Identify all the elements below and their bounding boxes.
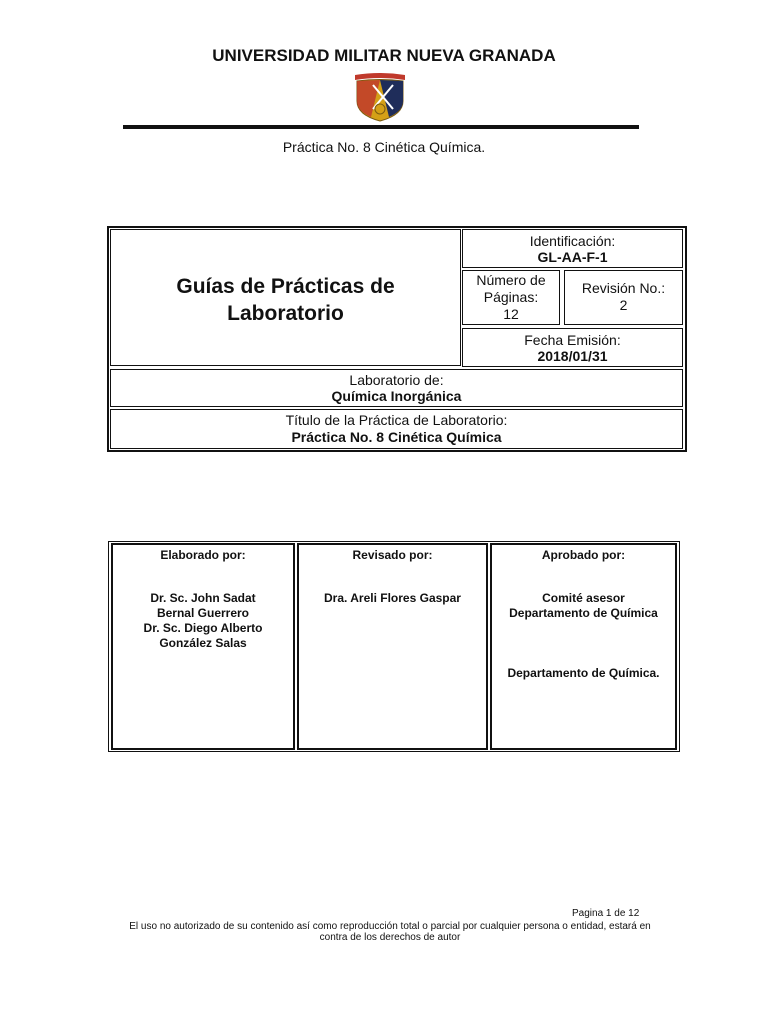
elaborated-by-line: Dr. Sc. John Sadat bbox=[150, 591, 256, 605]
university-crest-icon bbox=[349, 71, 411, 123]
pages-label-line1: Número de bbox=[476, 272, 546, 288]
university-name: UNIVERSIDAD MILITAR NUEVA GRANADA bbox=[212, 46, 556, 65]
reviewed-by-cell bbox=[297, 543, 488, 750]
copyright-note-line2: contra de los derechos de autor bbox=[319, 932, 461, 943]
pages-cell bbox=[462, 270, 560, 325]
laboratory-cell bbox=[110, 369, 683, 407]
approved-by-line1: Comité asesor bbox=[542, 591, 625, 605]
revision-label: Revisión No.: bbox=[581, 280, 666, 296]
page-number: Pagina 1 de 12 bbox=[572, 908, 640, 919]
identification-label: Identificación: bbox=[529, 233, 616, 249]
approved-by-cell bbox=[490, 543, 677, 750]
approved-by-line3: Departamento de Química. bbox=[507, 666, 660, 680]
guide-title-line1: Guías de Prácticas de bbox=[176, 275, 395, 298]
identification-cell bbox=[462, 229, 683, 268]
identification-value: GL-AA-F-1 bbox=[537, 249, 608, 265]
reviewed-by-label: Revisado por: bbox=[352, 548, 433, 562]
copyright-note bbox=[100, 921, 680, 943]
practice-title-value: Práctica No. 8 Cinética Química bbox=[291, 429, 502, 445]
issue-date-cell bbox=[462, 328, 683, 367]
revision-cell bbox=[564, 270, 683, 325]
copyright-note-line1: El uso no autorizado de su contenido así como reproducción total o parcial por cualquier persona o entidad, estará en bbox=[129, 921, 651, 932]
issue-date-value: 2018/01/31 bbox=[537, 348, 608, 364]
guide-title-cell bbox=[110, 229, 461, 366]
revision-value: 2 bbox=[619, 297, 628, 313]
elaborated-by-line: Dr. Sc. Diego Alberto bbox=[143, 621, 263, 635]
guide-title-line2: Laboratorio bbox=[227, 302, 344, 325]
practice-title-cell bbox=[110, 409, 683, 449]
elaborated-by-line: González Salas bbox=[159, 636, 247, 650]
practice-title-label: Título de la Práctica de Laboratorio: bbox=[285, 412, 508, 428]
header-divider bbox=[123, 125, 639, 129]
approved-by-label: Aprobado por: bbox=[541, 548, 626, 562]
elaborated-by-line: Bernal Guerrero bbox=[156, 606, 250, 620]
laboratory-label: Laboratorio de: bbox=[349, 372, 444, 388]
pages-value: 12 bbox=[503, 306, 519, 322]
elaborated-by-label: Elaborado por: bbox=[160, 548, 246, 562]
practice-subtitle: Práctica No. 8 Cinética Química. bbox=[282, 139, 486, 155]
issue-date-label: Fecha Emisión: bbox=[524, 332, 621, 348]
elaborated-by-cell bbox=[111, 543, 295, 750]
approved-by-line2: Departamento de Química bbox=[509, 606, 658, 620]
pages-label-line2: Páginas: bbox=[483, 289, 539, 305]
reviewed-by-name: Dra. Areli Flores Gaspar bbox=[324, 591, 461, 605]
laboratory-value: Química Inorgánica bbox=[331, 388, 462, 404]
